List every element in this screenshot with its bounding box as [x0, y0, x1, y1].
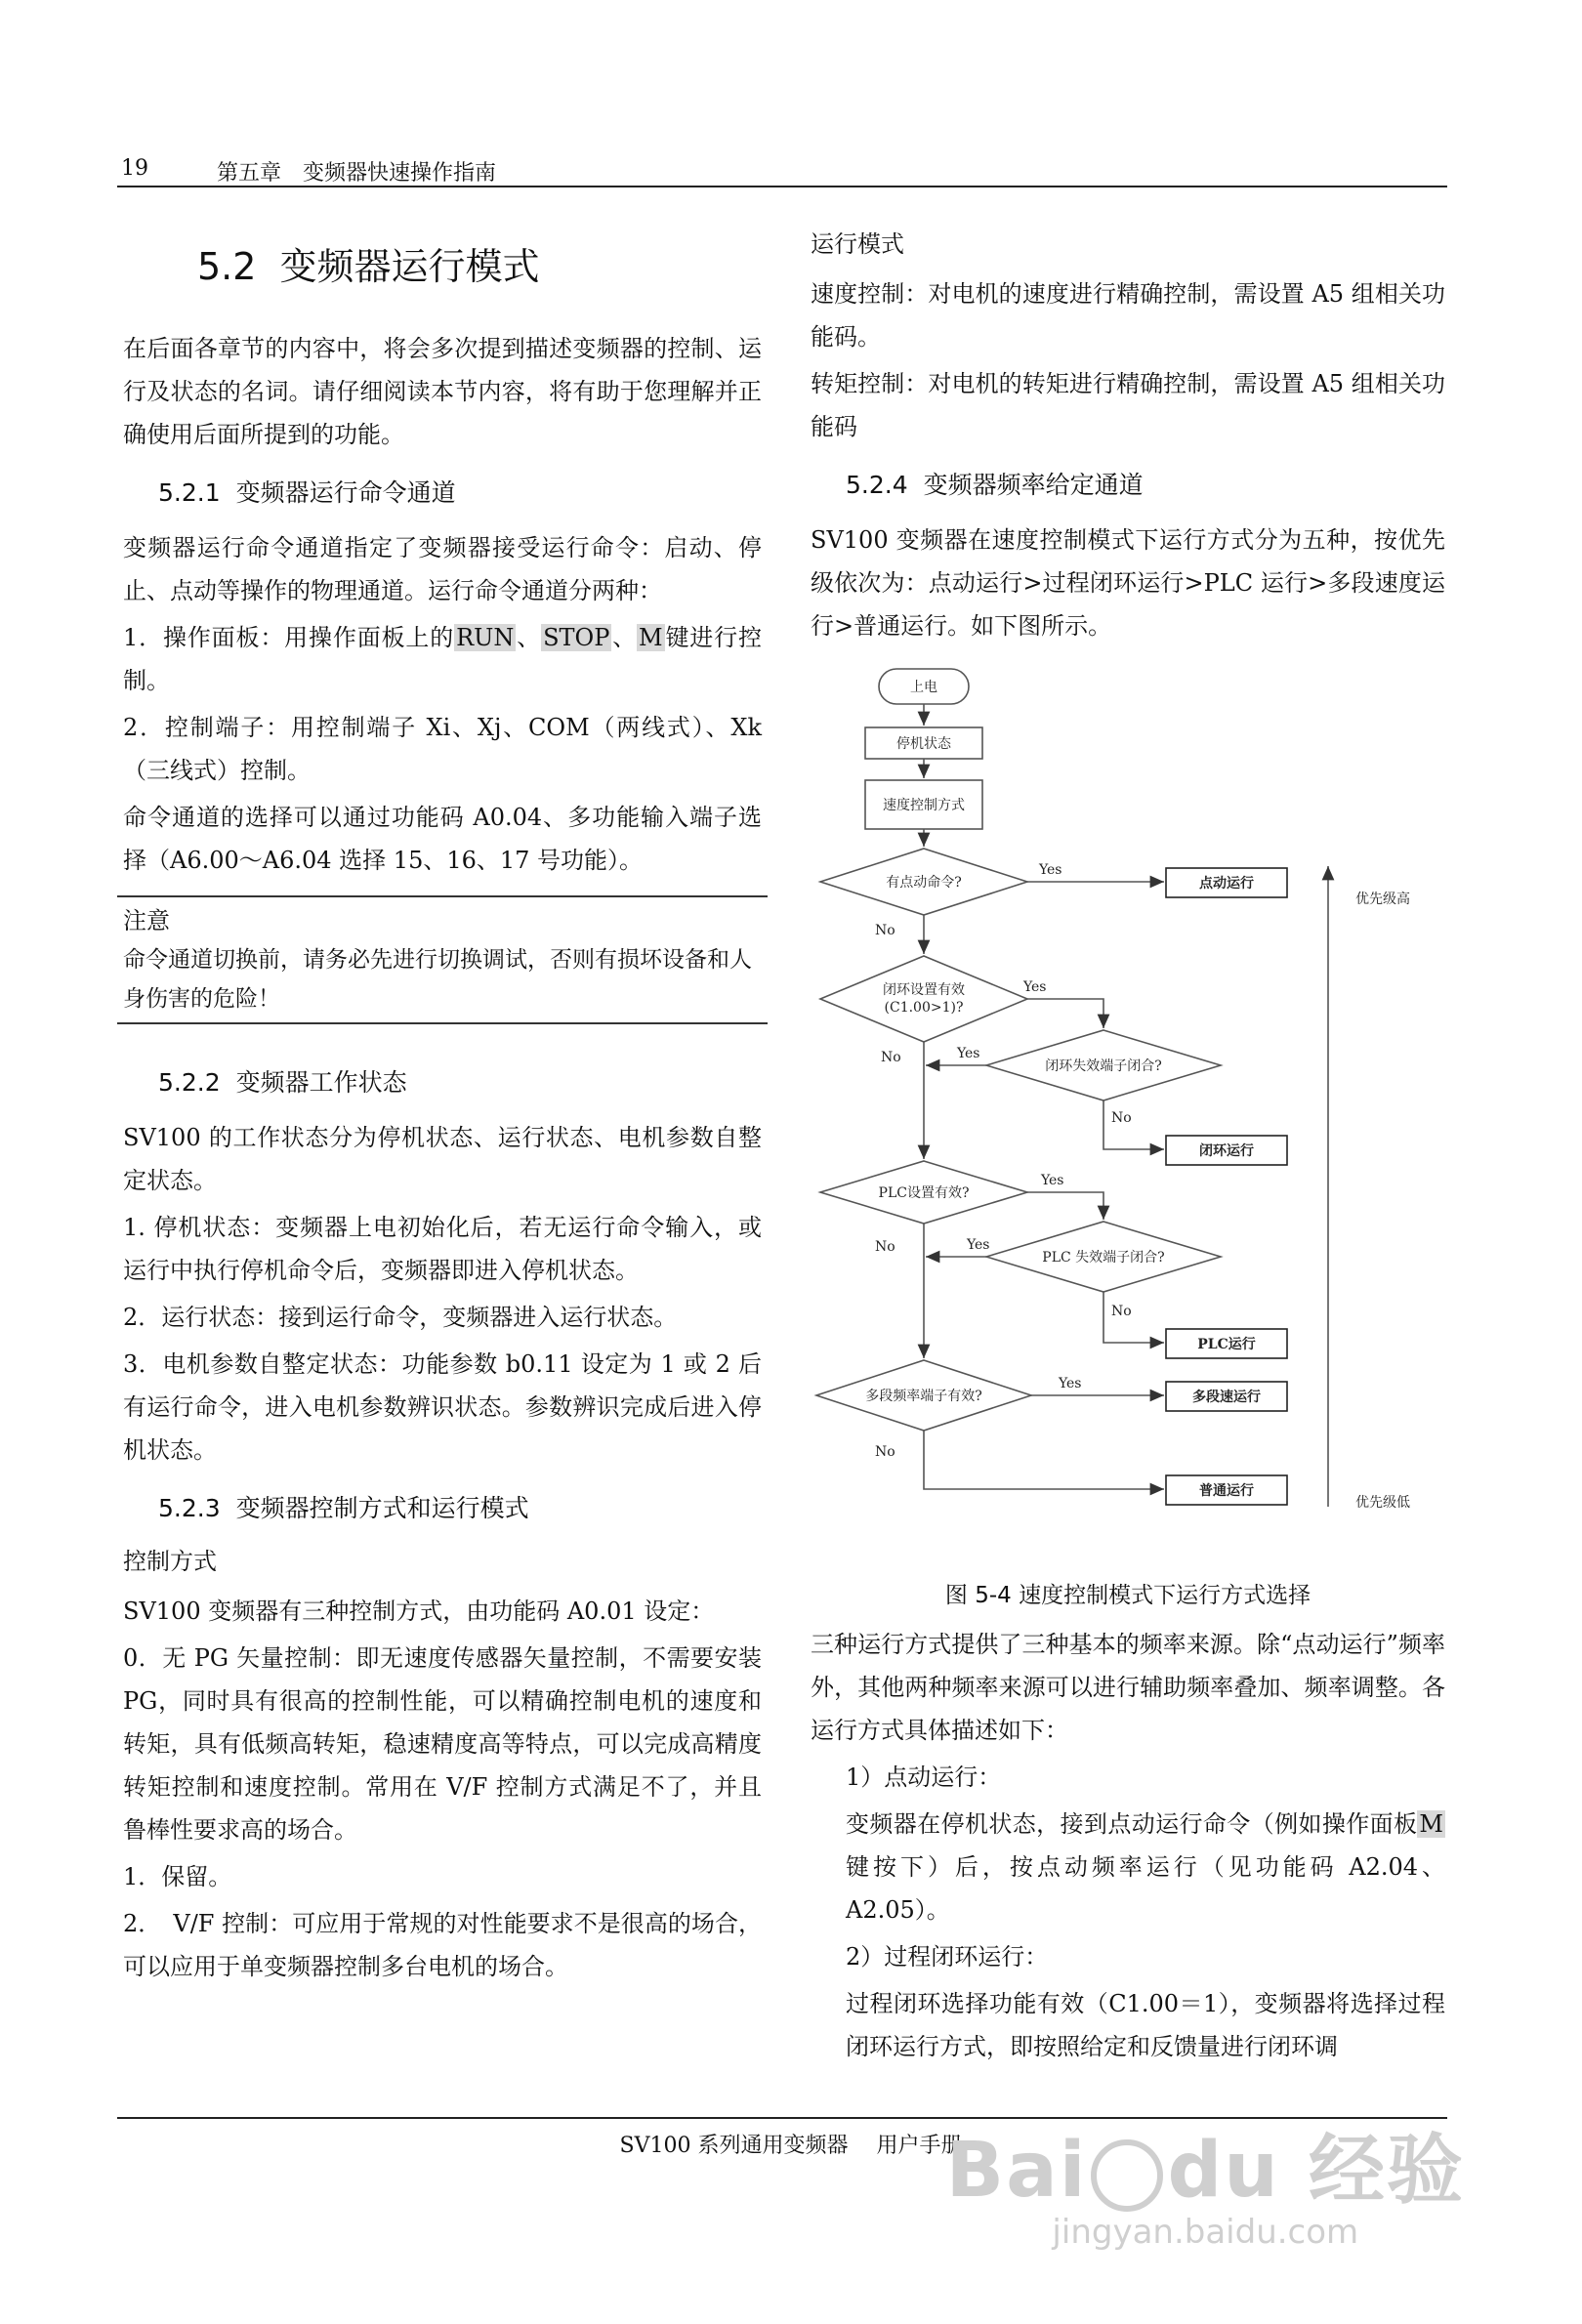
jog-question: 有点动命令?: [886, 875, 962, 891]
stop-key: STOP: [543, 624, 610, 651]
paw-icon: [1091, 2139, 1163, 2212]
section-heading: [197, 236, 762, 290]
speed-control-label: 速度控制方式: [883, 798, 965, 813]
multi-speed-run-label: 多段速运行: [1192, 1390, 1261, 1405]
no-label: No: [881, 1050, 901, 1065]
text: 键按下）后，按点动频率运行（见功能码 A2.04、A2.05）。: [846, 1853, 1445, 1924]
yes-label: Yes: [957, 1046, 980, 1061]
run-mode-heading: 运行模式: [811, 230, 904, 258]
paragraph-keys: [123, 616, 762, 702]
closed-loop-fail-question: 闭环失效端子闭合?: [1045, 1058, 1162, 1074]
subsection-title: 变频器工作状态: [235, 1068, 407, 1097]
closed-loop-question: 闭环设置有效: [883, 982, 965, 998]
no-label: No: [1111, 1110, 1132, 1126]
list-item-body: [846, 1803, 1445, 1931]
yes-label: Yes: [967, 1237, 990, 1253]
list-item-body: 过程闭环选择功能有效（C1.00＝1），变频器将选择过程闭环运行方式，即按照给定和反馈量进行闭环调: [846, 1990, 1445, 2060]
priority-low-label: 优先级低: [1355, 1495, 1410, 1511]
page-number: 19: [121, 156, 148, 181]
m-key: M: [1419, 1810, 1443, 1838]
note-box: [117, 895, 768, 1024]
paragraph: 2．运行状态：接到运行命令，变频器进入运行状态。: [123, 1304, 678, 1331]
subsection-title: 变频器控制方式和运行模式: [235, 1494, 529, 1522]
power-on-label: 上电: [910, 680, 937, 695]
text: 键进行控制。: [123, 624, 762, 694]
flowchart: [811, 657, 1445, 1565]
yes-label: Yes: [1039, 862, 1062, 878]
plc-run-label: PLC运行: [1197, 1337, 1256, 1352]
no-label: No: [875, 923, 895, 938]
flowchart-svg: [811, 657, 1445, 1565]
list-item-title: 1）点动运行：: [846, 1764, 1002, 1791]
m-key: M: [639, 624, 663, 651]
no-label: No: [875, 1444, 895, 1460]
text: 、: [516, 624, 542, 651]
paragraph: SV100 的工作状态分为停机状态、运行状态、电机参数自整定状态。: [123, 1124, 762, 1194]
footer-text: SV100 系列通用变频器 用户手册: [619, 2134, 963, 2158]
subsection-heading-521: [158, 474, 762, 509]
no-label: No: [1111, 1304, 1132, 1319]
control-mode-heading: 控制方式: [123, 1548, 217, 1575]
subsection-number: 5.2.2: [158, 1068, 221, 1097]
subsection-title: 变频器运行命令通道: [235, 478, 456, 507]
section-title: 变频器运行模式: [279, 245, 540, 288]
chapter-title: 第五章 变频器快速操作指南: [217, 161, 497, 186]
paragraph: 2．控制端子：用控制端子 Xi、Xj、COM（两线式）、Xk（三线式）控制。: [123, 714, 762, 784]
paragraph: 速度控制：对电机的速度进行精确控制，需设置 A5 组相关功能码。: [811, 280, 1445, 351]
run-key: RUN: [456, 624, 515, 651]
section-number: 5.2: [197, 245, 257, 288]
list-item-title: 2）过程闭环运行：: [846, 1943, 1049, 1971]
paragraph: 0．无 PG 矢量控制：即无速度传感器矢量控制，不需要安装 PG，同时具有很高的控制性能，可以精确控制电机的速度和转矩，具有低频高转矩，稳速精度高等特点，可以完成高精度转矩控制和速度控制。常用在 V/F 控制方式满足不了，并且鲁棒性要求高的场合。: [123, 1644, 762, 1844]
no-label: No: [875, 1239, 895, 1255]
jog-run-label: 点动运行: [1199, 876, 1254, 892]
paragraph: 变频器运行命令通道指定了变频器接受运行命令：启动、停止、点动等操作的物理通道。运行命令通道分两种：: [123, 534, 762, 604]
priority-high-label: 优先级高: [1355, 892, 1410, 907]
paragraph: SV100 变频器在速度控制模式下运行方式分为五种，按优先级依次为：点动运行>过程闭环运行>PLC 运行>多段速度运行>普通运行。如下图所示。: [811, 526, 1445, 640]
yes-label: Yes: [1041, 1173, 1064, 1188]
normal-run-label: 普通运行: [1199, 1483, 1254, 1499]
stop-state-label: 停机状态: [896, 736, 951, 752]
paragraph: 命令通道的选择可以通过功能码 A0.04、多功能输入端子选择（A6.00～A6.04 选择 15、16、17 号功能）。: [123, 804, 762, 874]
left-column: [123, 225, 762, 1992]
text: 1．操作面板：用操作面板上的: [123, 624, 455, 651]
subsection-heading-523: [158, 1489, 762, 1524]
logo-text: du: [1167, 2127, 1280, 2215]
plc-question: PLC设置有效?: [878, 1185, 970, 1201]
watermark-url: jingyan.baidu.com: [1052, 2213, 1359, 2252]
baidu-watermark: [946, 2109, 1465, 2252]
paragraph: 1. 停机状态：变频器上电初始化后，若无运行命令输入，或运行中执行停机命令后，变频器即进入停机状态。: [123, 1214, 762, 1284]
subsection-number: 5.2.4: [846, 471, 908, 499]
subsection-heading-522: [158, 1063, 762, 1099]
subsection-number: 5.2.3: [158, 1494, 221, 1522]
figure-caption: 图 5-4 速度控制模式下运行方式选择: [944, 1583, 1311, 1608]
closed-loop-decision: [820, 956, 1027, 1042]
subsection-heading-524: [846, 466, 1445, 501]
closed-loop-question-2: (C1.00>1)?: [884, 1000, 964, 1016]
note-title: 注意: [123, 907, 170, 934]
paragraph: 转矩控制：对电机的转矩进行精确控制，需设置 A5 组相关功能码: [811, 370, 1445, 440]
subsection-title: 变频器频率给定通道: [923, 471, 1144, 499]
text: 变频器在停机状态，接到点动运行命令（例如操作面板: [846, 1810, 1418, 1838]
plc-fail-question: PLC 失效端子闭合?: [1042, 1250, 1165, 1266]
note-body: 命令通道切换前，请务必先进行切换调试，否则有损坏设备和人身伤害的危险！: [123, 947, 752, 1012]
paragraph: 2． V/F 控制：可应用于常规的对性能要求不是很高的场合，可以应用于单变频器控制多台电机的场合。: [123, 1910, 762, 1980]
paragraph: 1．保留。: [123, 1863, 232, 1890]
text: 、: [611, 624, 638, 651]
logo-text: Bai: [945, 2127, 1088, 2215]
paragraph: 三种运行方式提供了三种基本的频率来源。除“点动运行”频率外，其他两种频率来源可以进行辅助频率叠加、频率调整。各运行方式具体描述如下：: [811, 1631, 1445, 1744]
subsection-number: 5.2.1: [158, 478, 221, 507]
yes-label: Yes: [1023, 979, 1047, 995]
closed-loop-run-label: 闭环运行: [1199, 1143, 1254, 1159]
baidu-logo: [946, 2109, 1465, 2219]
logo-text: 经验: [1308, 2127, 1465, 2215]
paragraph: SV100 变频器有三种控制方式，由功能码 A0.01 设定：: [123, 1598, 715, 1625]
header-rule: [117, 186, 1447, 187]
intro-paragraph: 在后面各章节的内容中，将会多次提到描述变频器的控制、运行及状态的名词。请仔细阅读本节内容，将有助于您理解并正确使用后面所提到的功能。: [123, 335, 762, 448]
multi-speed-question: 多段频率端子有效?: [865, 1389, 982, 1404]
yes-label: Yes: [1059, 1376, 1082, 1391]
right-column: [811, 225, 1445, 2072]
paragraph: 3．电机参数自整定状态：功能参数 b0.11 设定为 1 或 2 后有运行命令，进入电机参数辨识状态。参数辨识完成后进入停机状态。: [123, 1350, 762, 1464]
